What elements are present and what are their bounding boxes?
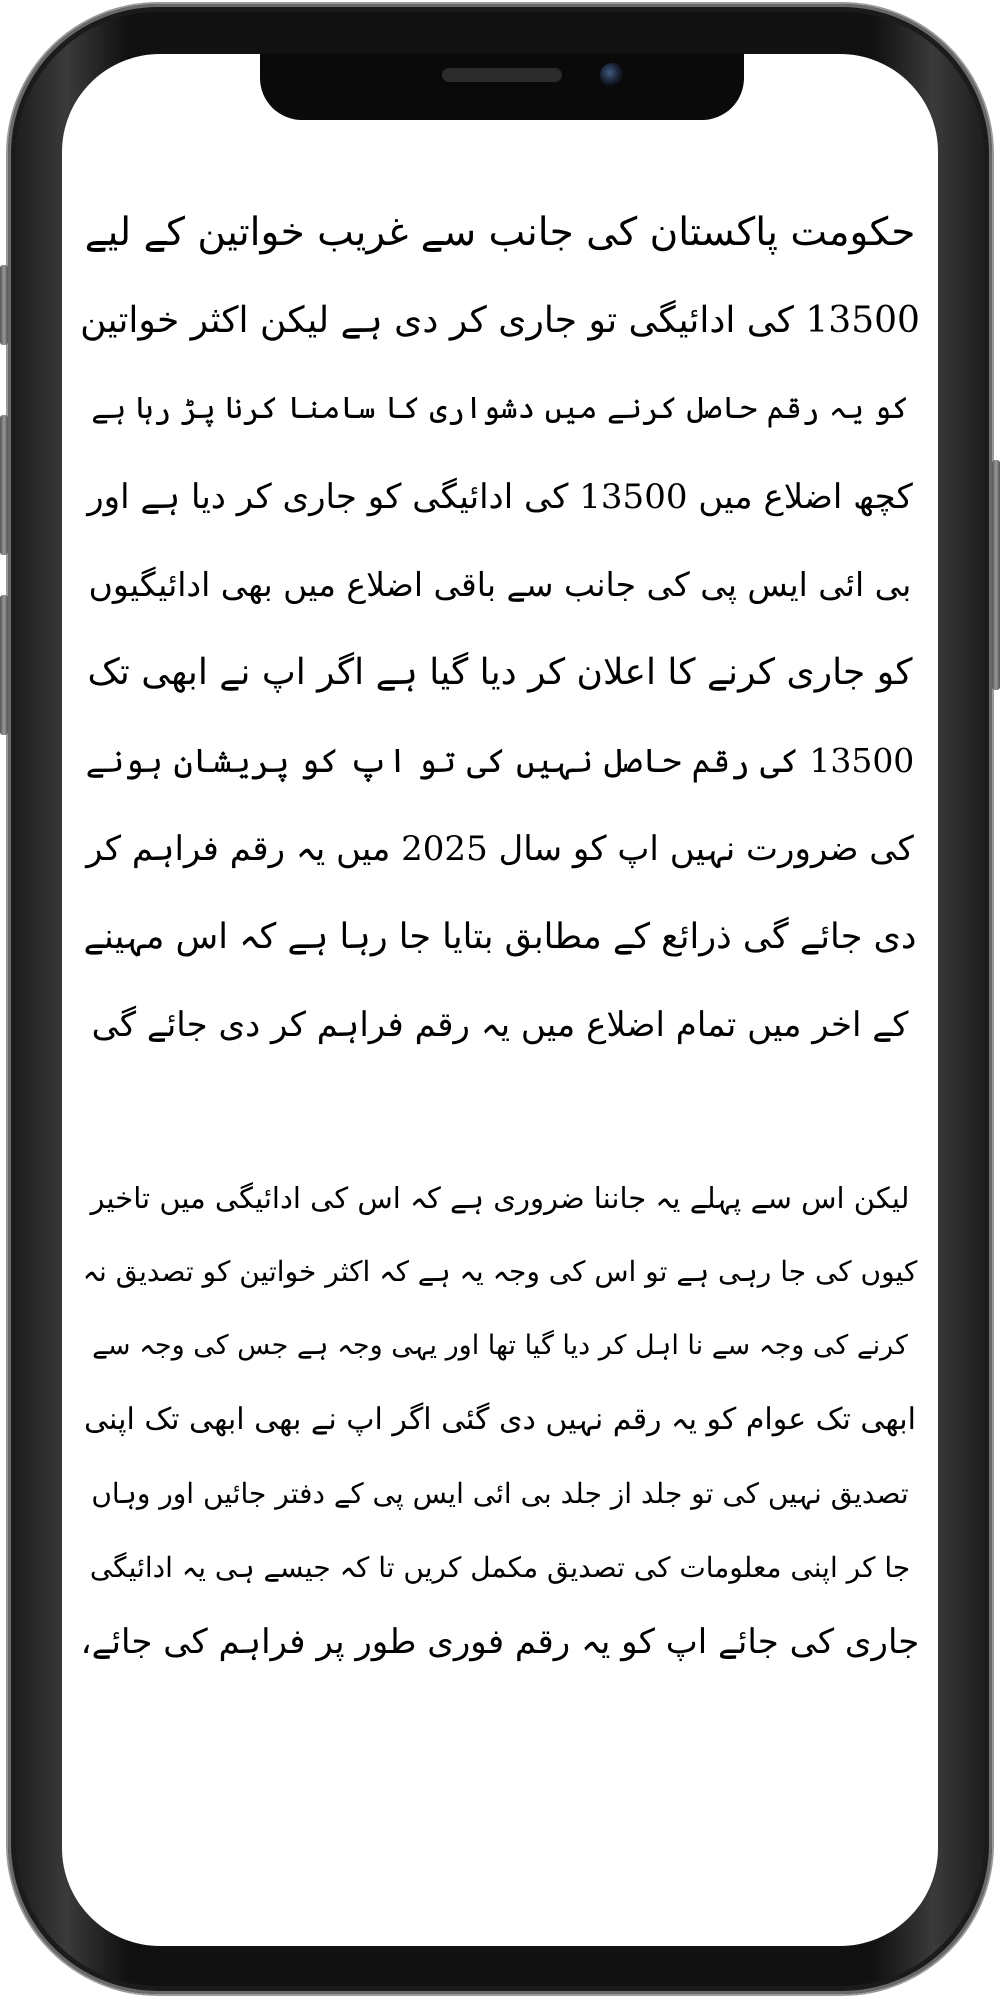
silent-switch (0, 265, 8, 345)
text-line: کو یہ رقم حاصل کرنے میں دشواری کا سامنا کرنا پڑ رہا ہے (91, 391, 909, 426)
text-line: کیوں کی جا رہی ہے تو اس کی وجہ یہ ہے کہ اکثر خواتین کو تصدیق نہ (82, 1255, 918, 1288)
text-line: حکومت پاکستان کی جانب سے غریب خواتین کے لیے (84, 210, 916, 255)
volume-up-button (0, 415, 8, 555)
text-line: لیکن اس سے پہلے یہ جاننا ضروری ہے کہ اس کی ادائیگی میں تاخیر (90, 1181, 910, 1215)
text-line: بی ائی ایس پی کی جانب سے باقی اضلاع میں بھی ادائیگیوں (88, 565, 912, 604)
text-line: ابھی تک عوام کو یہ رقم نہیں دی گئی اگر اپ نے بھی ابھی تک اپنی (84, 1402, 916, 1437)
article-paragraph-2 (80, 1161, 920, 1679)
text-line: کو جاری کرنے کا اعلان کر دیا گیا ہے اگر اپ نے ابھی تک (87, 652, 913, 693)
text-line: دی جائے گی ذرائع کے مطابق بتایا جا رہا ہے کہ اس مہینے (83, 917, 917, 957)
text-line: جاری کی جائے اپ کو یہ رقم فوری طور پر فراہم کی جائے، (80, 1622, 920, 1662)
article-content (80, 189, 920, 1679)
power-button (992, 460, 1000, 690)
text-line: جا کر اپنی معلومات کی تصدیق مکمل کریں تا کہ جیسے ہی یہ ادائیگی (89, 1551, 911, 1584)
text-line: کچھ اضلاع میں 13500 کی ادائیگی کو جاری کر دیا ہے اور (87, 477, 913, 517)
text-line: کرنے کی وجہ سے نا اہل کر دیا گیا تھا اور یہی وجہ ہے جس کی وجہ سے (92, 1330, 908, 1361)
text-line: کے اخر میں تمام اضلاع میں یہ رقم فراہم کر دی جائے گی (91, 1005, 909, 1045)
text-line: کی ضرورت نہیں اپ کو سال 2025 میں یہ رقم فراہم کر (86, 829, 914, 869)
text-line: 13500 کی ادائیگی تو جاری کر دی ہے لیکن اکثر خواتین (80, 300, 920, 341)
phone-screen (62, 54, 938, 1946)
camera-icon (600, 63, 624, 87)
volume-down-button (0, 595, 8, 735)
article-paragraph-1 (80, 189, 920, 1069)
text-line: 13500 کی رقم حاصل نہیں کی تو اپ کو پریشان ہونے (85, 741, 915, 780)
phone-body (8, 4, 992, 1994)
text-line: تصدیق نہیں کی تو جلد از جلد بی ائی ایس پی کے دفتر جائیں اور وہاں (91, 1477, 909, 1510)
notch (260, 54, 744, 120)
speaker-grille (442, 68, 562, 82)
